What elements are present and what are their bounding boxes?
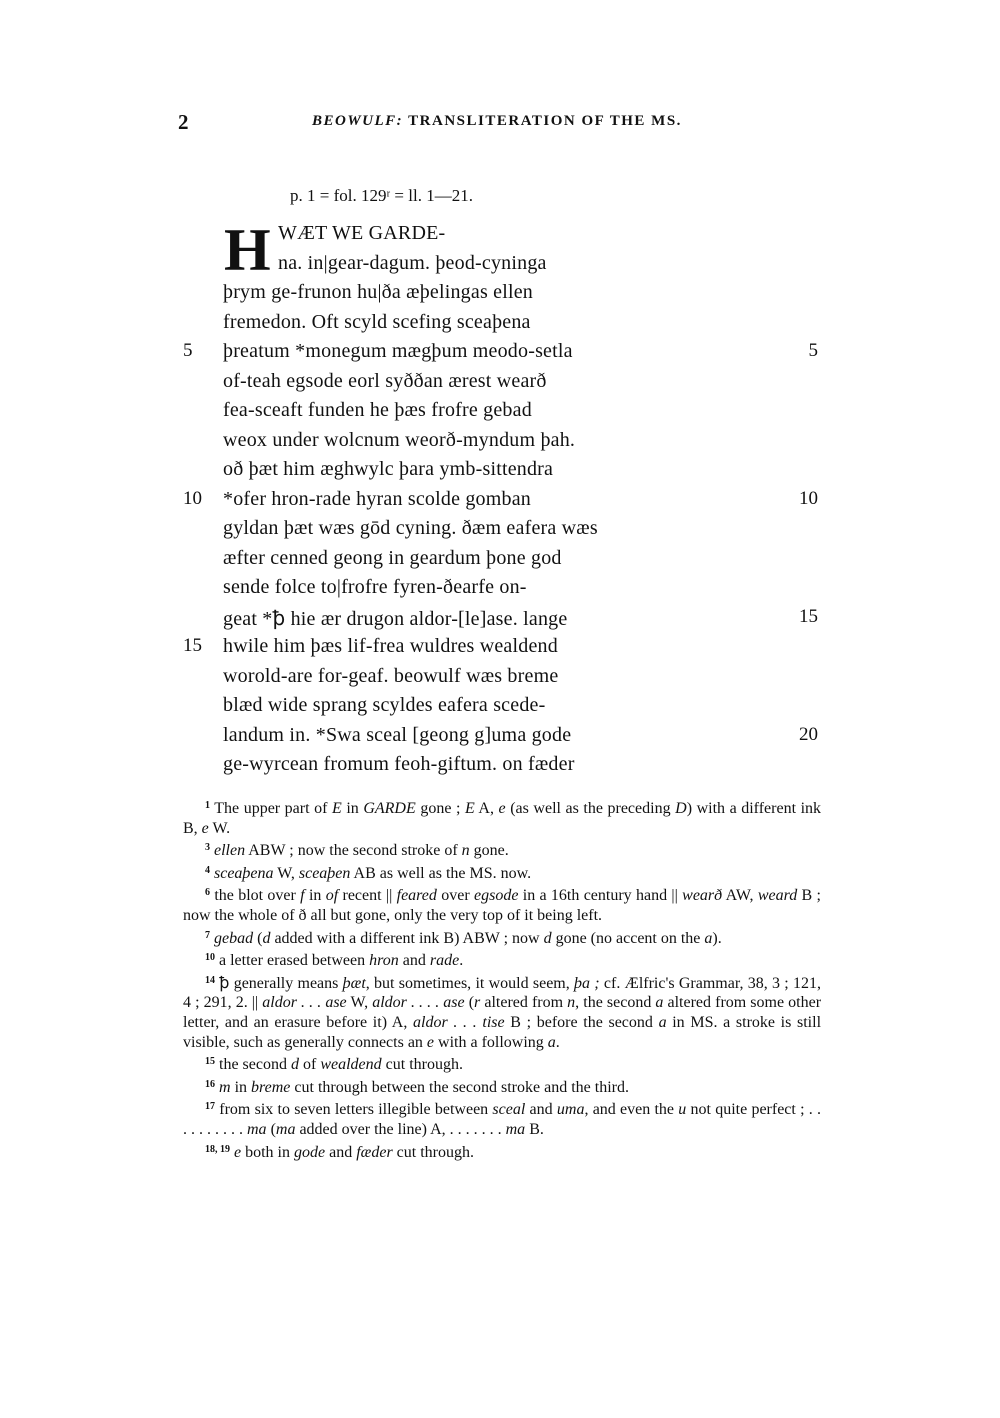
line-number-right: 20 [799,723,818,745]
running-title [312,113,682,130]
footnote-text: and [398,952,430,970]
footnote-text: E [331,800,342,817]
footnote-number: 4 [205,864,210,876]
page-header [178,110,828,140]
footnote-text: over [436,887,474,905]
footnote-text: d [543,929,552,947]
footnote-text: ma [247,1120,267,1138]
line-text: weox under wolcnum weorð-myndum þah. [223,428,576,451]
footnote-text: cf. Ælfric's Grammar, 38, 3 ; 121, 4 ; 291, 2. || [183,974,822,1012]
footnote-text: in MS. a stroke is still visible, such as generally connects an [183,1013,822,1051]
text-line [0,606,1000,636]
line-text: oð þæt him æghwylc þara ymb-sittendra [223,458,554,480]
footnote-text: E [464,800,475,817]
page-number: 2 [178,110,189,134]
footnote-text: a [547,1033,556,1051]
footnote [183,926,821,949]
footnote-text: þæt [342,974,366,992]
footnote-text: (as well as the preceding [505,800,676,817]
footnote-number: 14 [205,974,215,986]
footnote-text: the second [219,1056,291,1074]
footnote-text: , and even the [584,1101,679,1119]
footnote-text: and [525,1101,557,1119]
footnote-text: sceal [492,1101,526,1119]
footnote-text: B ; before the second [504,1013,659,1031]
footnote-text: and [325,1143,357,1161]
footnote-text: W, [273,864,299,882]
footnote [183,1052,821,1075]
footnote-text: both in [241,1143,294,1161]
footnote-text: not quite perfect ; . . . . . . . . . . [183,1101,822,1138]
footnote-text: , the second [575,994,656,1012]
footnote-text: aldor . . . ase [262,994,347,1012]
text-line [0,429,1000,459]
text-line [0,547,1000,577]
footnote [183,883,821,925]
line-text: þrym ge-frunon hu|ða æþelingas ellen [223,281,534,303]
footnote-text: ( [266,1120,276,1138]
footnote-text: A, [474,800,499,817]
text-line [0,311,1000,341]
footnote-text: gone (no accent on the [551,929,705,947]
footnote-text: B ; now the whole of ð all but gone, only the very top of it being left. [183,887,821,924]
footnote-text: e [426,1033,435,1051]
footnote-text: aldor . . . tise [413,1013,505,1031]
footnote-text: ( [253,929,263,947]
footnotes [183,796,821,1162]
text-line [0,488,1000,518]
text-line [0,665,1000,695]
footnote [183,1075,821,1098]
footnote-text: wearð [682,887,723,905]
footnote-text: d [290,1056,299,1074]
text-line [0,458,1000,488]
footnote-number: 18, 19 [205,1143,230,1155]
text-line [0,222,1000,252]
footnote-text: in [230,1078,252,1096]
text-line [0,370,1000,400]
footnote-text: B. [525,1120,544,1138]
footnote-text: added with a different ink B) ABW ; now [270,929,544,947]
footnote [183,861,821,884]
folio-reference: p. 1 = fol. 129ʳ = ll. 1—21. [290,186,473,205]
line-text: fremedon. Oft scyld scefing sceaþena [223,310,531,333]
footnote-text: cut through between the second stroke and the third. [290,1078,629,1096]
footnote-text: ma [505,1120,526,1138]
text-line [0,724,1000,754]
footnote-text: d [262,929,271,947]
footnote-text: added over the line) A, . . . . . . . [295,1120,506,1138]
footnote-text: W. [208,819,231,837]
footnote-text: u [678,1101,687,1119]
footnote-text: egsode [473,887,519,905]
footnote-text: f [300,887,305,905]
text-line [0,753,1000,783]
footnote-text: a [658,1013,667,1031]
footnote-text: breme [251,1078,291,1096]
footnote-text: ( [464,994,475,1012]
footnote-text: gode [294,1143,326,1161]
footnote-text: . [459,952,464,970]
text-line [0,576,1000,606]
footnote-text: GARDE [363,800,416,817]
line-text: gyldan þæt wæs gōd cyning. ðæm eafera wæs [223,517,598,539]
footnote-text: aldor . . . . ase [372,994,465,1012]
footnote-number: 7 [205,929,210,941]
footnote-number: 6 [205,887,210,899]
footnote-text: recent || [338,887,397,905]
footnote-number: 17 [205,1101,215,1113]
footnote-text: gone ; [415,800,465,817]
footnote-text: ABW ; now the second stroke of [245,842,462,860]
footnote-text: ma [275,1120,296,1138]
line-number-right: 10 [799,487,818,509]
footnote-text: . [555,1033,560,1051]
footnote-text: a letter erased between [219,952,370,970]
footnote-text: þa ; [574,974,600,992]
footnote-text: in [304,887,326,905]
text-line [0,281,1000,311]
footnote-text: ꝥ generally means [219,974,343,992]
line-text: blæd wide sprang scyldes eafera scede- [223,694,546,716]
line-text: æfter cenned geong in geardum þone god [223,546,562,569]
footnote-text: of [298,1056,321,1074]
footnote-text: n [461,842,470,860]
line-number-left: 15 [183,635,202,656]
line-number-right: 5 [808,340,818,361]
running-title-italic: BEOWULF: [312,113,404,129]
footnote-text: in [341,800,364,817]
text-line [0,517,1000,547]
footnote [183,971,821,1052]
footnote-text: from six to seven letters illegible between [219,1101,493,1119]
line-text: sende folce to|frofre fyren-ðearfe on- [223,576,527,598]
footnote-text: hron [369,952,399,970]
footnote-text: m [219,1078,231,1096]
footnote-text: ). [712,929,722,947]
footnote-text: feared [396,887,437,905]
footnote-text: the blot over [214,887,301,905]
footnote-text: in a 16th century hand || [518,887,683,905]
footnote-text: a [655,994,664,1012]
footnote [183,1140,821,1163]
footnote [183,948,821,971]
footnote-text: AB as well as the MS. now. [350,864,532,882]
footnote-text: fæder [356,1143,393,1161]
footnote-text: altered from some other letter, and an erasure before it) A, [183,994,822,1031]
text-line [0,399,1000,429]
footnote-text: of [325,887,339,905]
footnote-text: wealdend [320,1056,382,1074]
line-number-right: 15 [799,605,818,627]
line-number-left: 5 [183,340,193,361]
footnote-text: sceaþen [298,864,351,882]
footnote-text: D [675,800,687,817]
line-text: landum in. *Swa sceal [geong g]uma gode [223,723,572,746]
text-line [0,635,1000,665]
line-text: ge-wyrcean fromum feoh-giftum. on fæder [223,753,575,775]
footnote-text: cut through. [392,1143,474,1161]
line-text: WÆT WE GARDE- [278,222,446,244]
line-text: worold-are for-geaf. beowulf wæs breme [223,664,559,687]
footnote-text: ellen [214,842,246,860]
line-text: geat *ꝥ hie ær drugon aldor-[le]ase. lange [223,607,568,630]
footnote-text: a [704,929,713,947]
text-line [0,340,1000,370]
footnote-text: ) with a different ink B, [183,800,822,837]
footnote-number: 3 [205,842,210,854]
footnote-number: 16 [205,1078,215,1090]
footnote-text: gone. [469,842,509,860]
footnote-text: cut through. [381,1056,463,1074]
footnote-text: n [567,994,576,1012]
line-text: þreatum *monegum mægþum meodo-setla [223,340,573,362]
footnote-text: rade [429,952,460,970]
footnote [183,796,821,838]
footnote-number: 10 [205,952,215,964]
line-text: of-teah egsode eorl syððan ærest wearð [223,369,547,392]
footnote-text: e [498,800,506,817]
footnote-number: 15 [205,1056,215,1068]
drop-cap: H [224,217,271,283]
footnote-text: AW, [722,887,758,905]
line-text: *ofer hron-rade hyran scolde gomban [223,487,531,510]
footnote-text: The upper part of [214,800,332,817]
footnote-text: r [474,994,481,1012]
line-text: hwile him þæs lif-frea wuldres wealdend [223,635,558,657]
footnote [183,838,821,861]
footnote-text: W, [346,994,373,1012]
line-text: na. in|gear-dagum. þeod-cyninga [278,251,547,274]
footnote-text: e [234,1143,242,1161]
footnote-text: uma [556,1101,585,1119]
footnote-text: gebad [214,929,254,947]
footnote-text: altered from [480,994,568,1012]
text-line [0,252,1000,282]
footnote-text: , but sometimes, it would seem, [365,974,575,992]
footnote-number: 1 [205,800,210,811]
line-number-left: 10 [183,487,202,509]
footnote-text: e [201,819,209,837]
running-title-rest: TRANSLITERATION OF THE MS. [403,113,682,129]
text-line [0,694,1000,724]
footnote-text: with a following [434,1033,548,1051]
footnote [183,1097,821,1139]
line-text: fea-sceaft funden he þæs frofre gebad [223,399,532,421]
footnote-text: sceaþena [214,864,274,882]
footnote-text: weard [757,887,798,905]
